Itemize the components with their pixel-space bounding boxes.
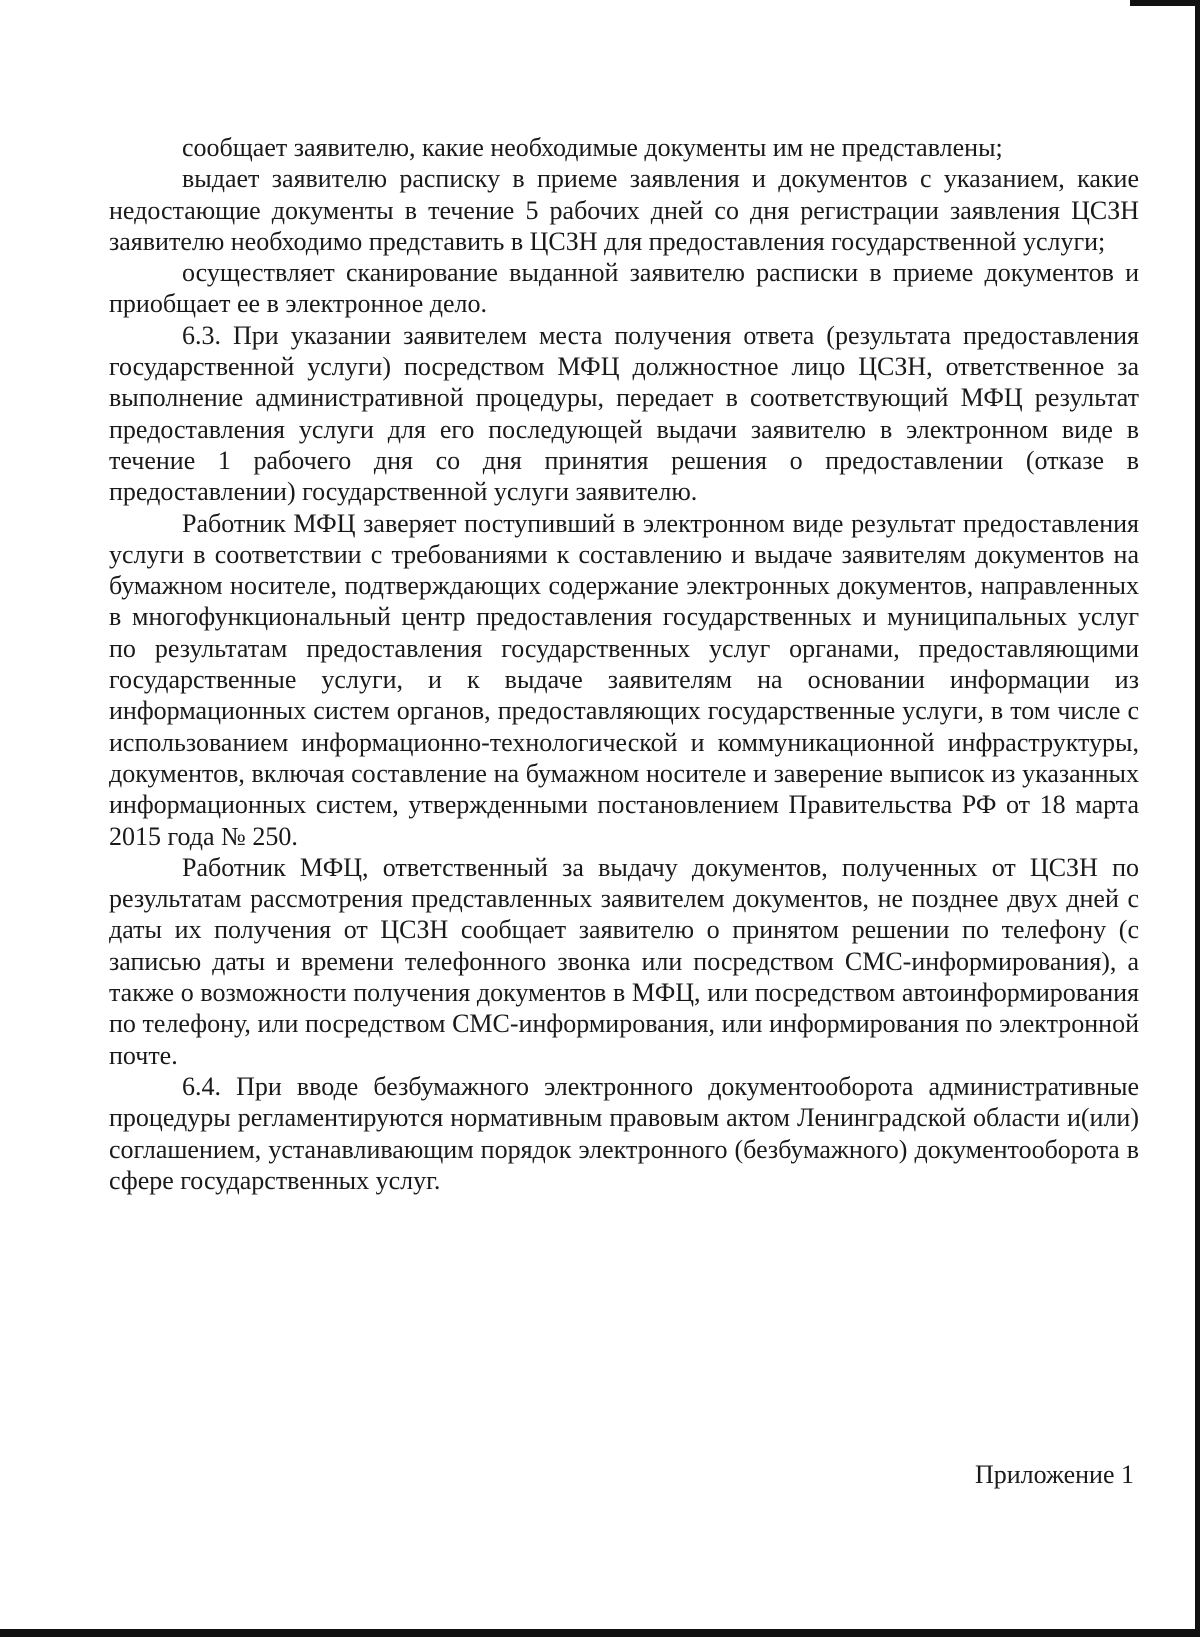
paragraph-scanning: осуществляет сканирование выданной заявителю расписки в приеме документов и приобщает ее в электронное дело. — [109, 258, 1139, 319]
paragraph-6-3: 6.3. При указании заявителем места получения ответа (результата предоставления государственной услуги) посредством МФЦ должностное лицо ЦСЗН, ответственное за выполнение административной процедуры, передает в соответствующий МФЦ результат предоставления услуги для его последующей выдачи заявителю в электронном виде в течение 1 рабочего дня со дня принятия решения о предоставлении (отказе в предоставлении) государственной услуги заявителю. — [109, 320, 1139, 507]
scan-edge-bottom — [0, 1629, 1200, 1637]
paragraph-receipt: выдает заявителю расписку в приеме заявления и документов с указанием, какие недостающие документы в течение 5 рабочих дней со дня регистрации заявления ЦСЗН заявителю необходимо представить в ЦСЗН для предоставления государственной услуги; — [109, 164, 1139, 256]
scan-edge-top — [1130, 0, 1200, 6]
paragraph-mfc-issuing: Работник МФЦ, ответственный за выдачу документов, полученных от ЦСЗН по результатам рассмотрения представленных заявителем документов, не позднее двух дней с даты их получения от ЦСЗН сообщает заявителю о принятом решении по телефону (с записью даты и времени телефонного звонка или посредством СМС-информирования), а также о возможности получения документов в МФЦ, или посредством автоинформирования по телефону, или посредством СМС-информирования, или информирования по электронной почте. — [109, 852, 1139, 1070]
document-body — [109, 132, 1139, 1196]
paragraph-mfc-certifies: Работник МФЦ заверяет поступивший в электронном виде результат предоставления услуги в соответствии с требованиями к составлению и выдаче заявителям документов на бумажном носителе, подтверждающих содержание электронных документов, направленных в многофункциональный центр предоставления государственных и муниципальных услуг по результатам предоставления государственных услуг органами, предоставляющими государственные услуги, и к выдаче заявителям на основании информации из информационных систем органов, предоставляющих государственные услуги, в том числе с использованием информационно-технологической и коммуникационной инфраструктуры, документов, включая составление на бумажном носителе и заверение выписок из указанных информационных систем, утвержденными постановлением Правительства РФ от 18 марта 2015 года № 250. — [109, 508, 1139, 851]
scan-edge-right — [1195, 0, 1200, 1637]
appendix-label: Приложение 1 — [974, 1460, 1134, 1489]
paragraph-6-4: 6.4. При вводе безбумажного электронного документооборота административные процедуры регламентируются нормативным правовым актом Ленинградской области и(или) соглашением, устанавливающим порядок электронного (безбумажного) документооборота в сфере государственных услуг. — [109, 1071, 1139, 1195]
paragraph-missing-documents: сообщает заявителю, какие необходимые документы им не представлены; — [182, 133, 1003, 162]
